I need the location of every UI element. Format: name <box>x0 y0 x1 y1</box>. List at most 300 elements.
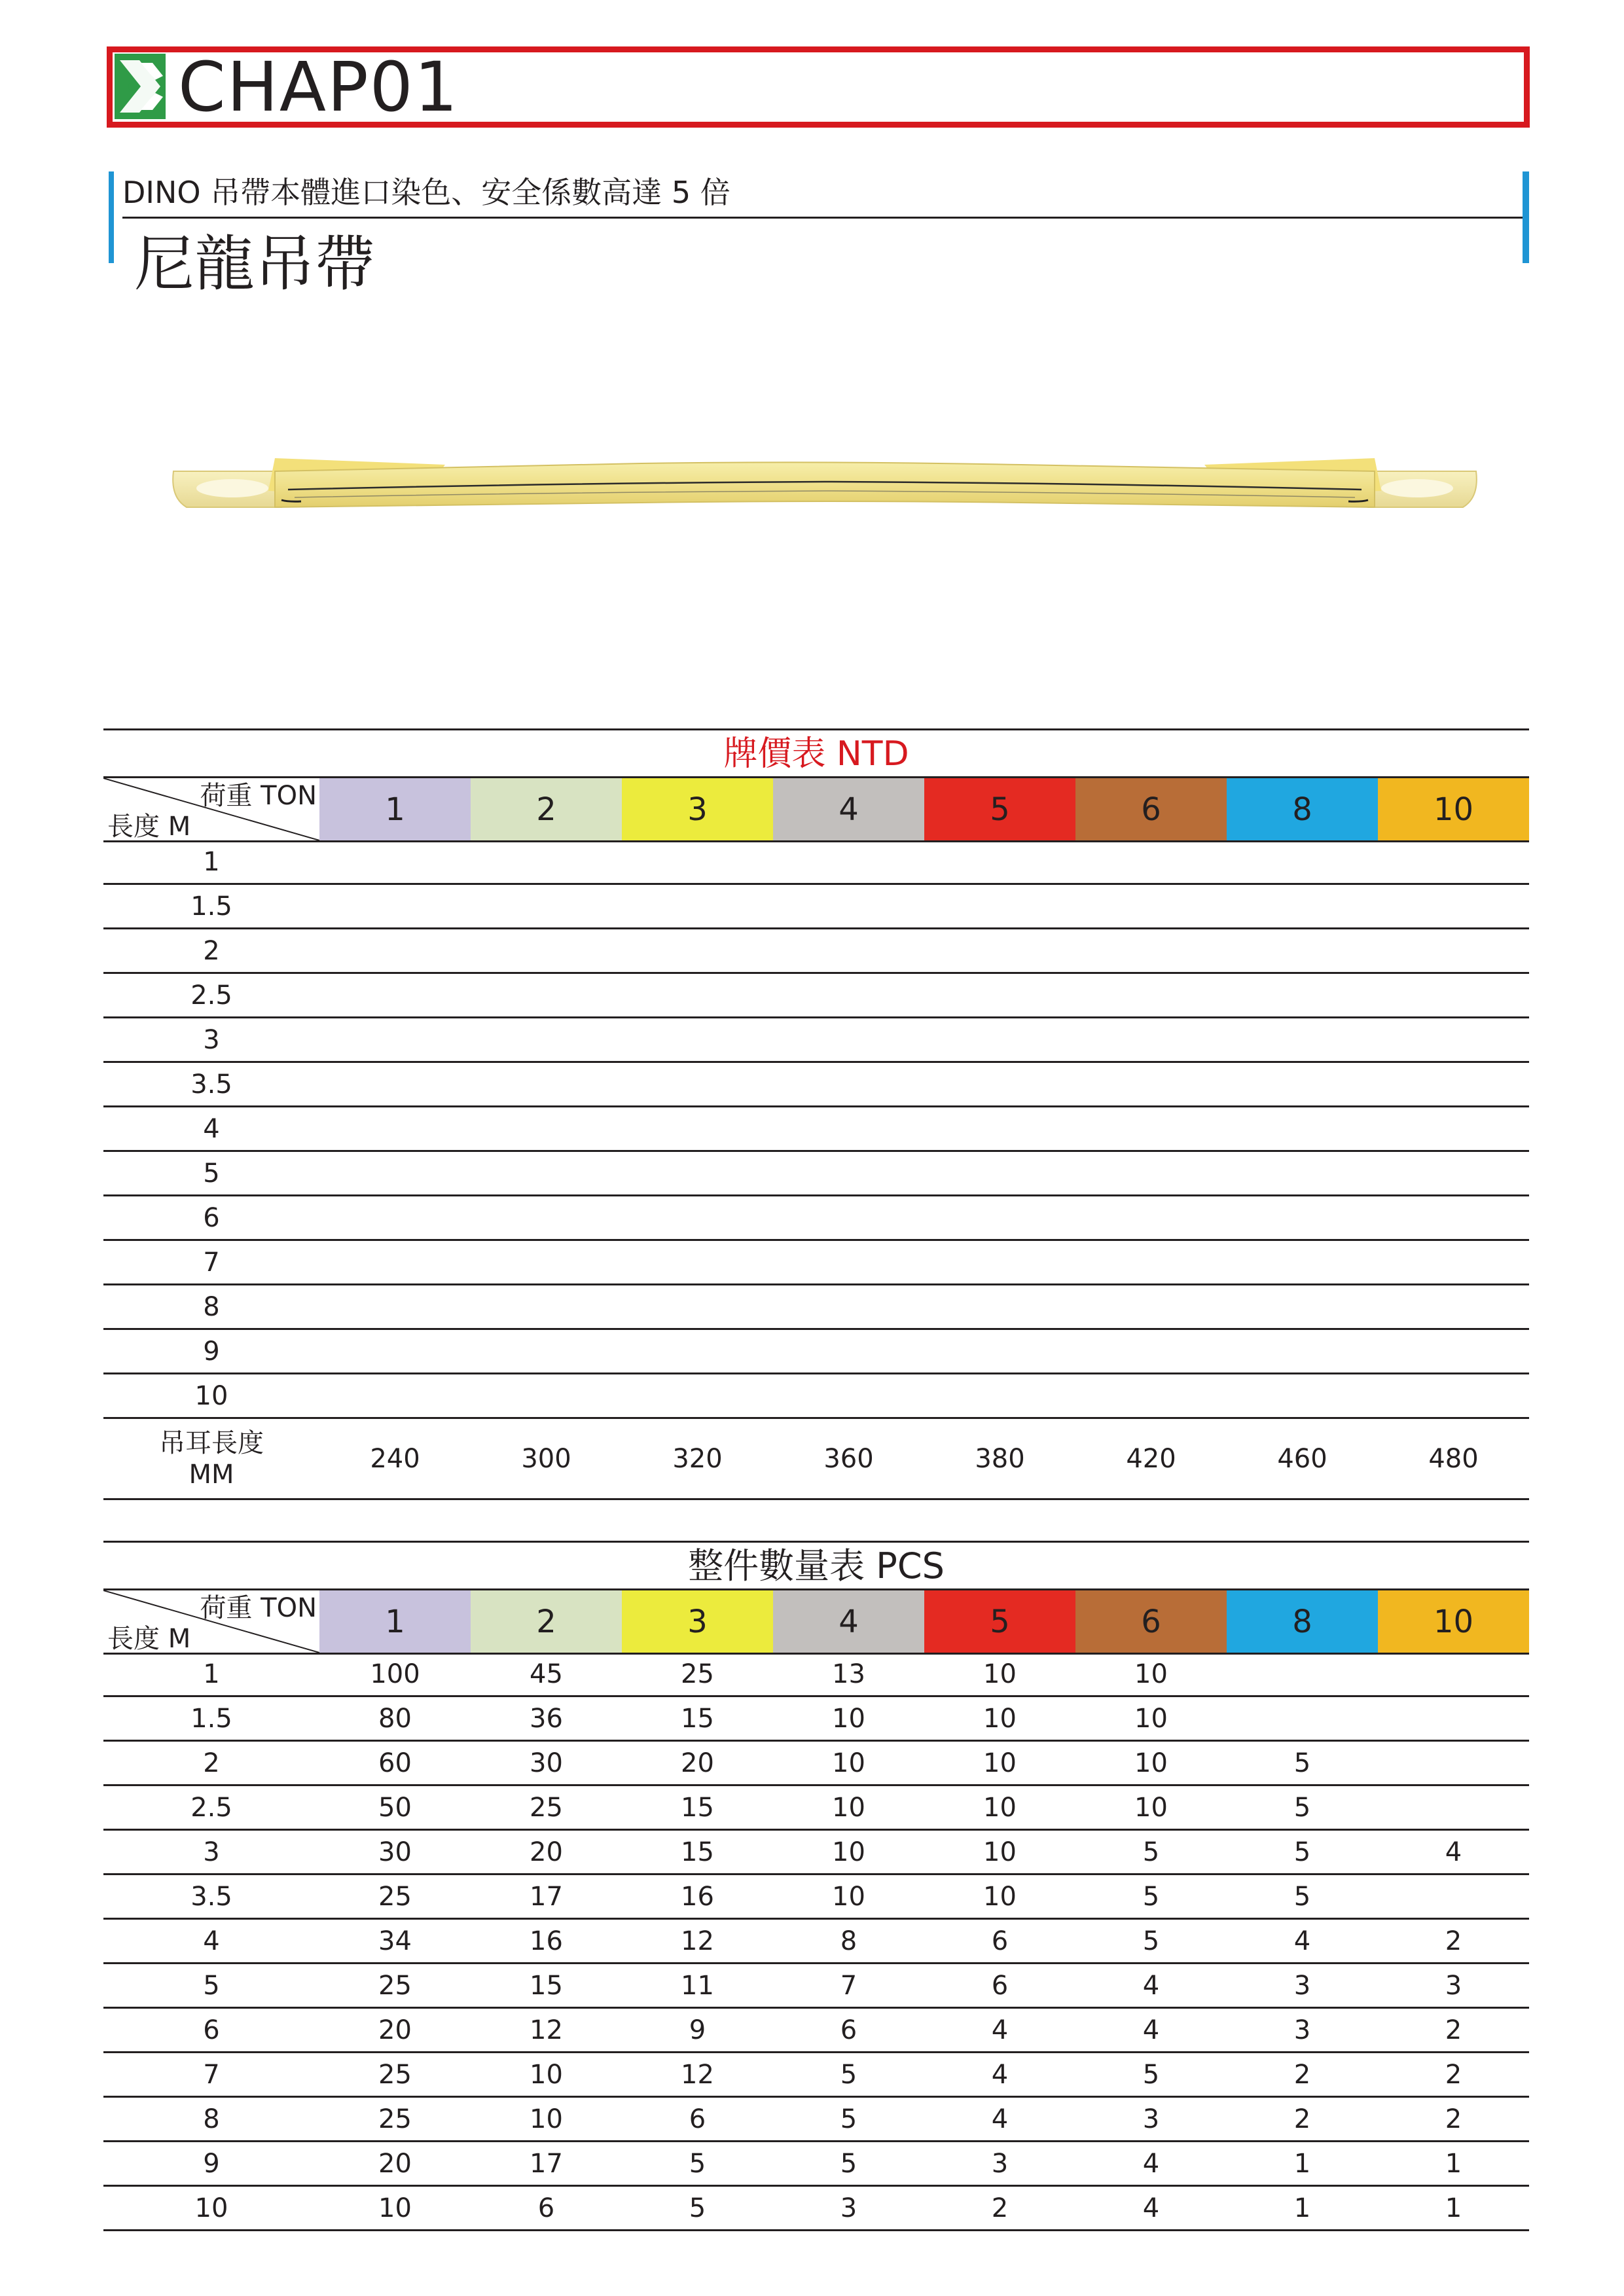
price-cell <box>471 885 622 927</box>
row-quantities <box>319 2098 1529 2140</box>
ton-header-8: 8 <box>1227 778 1378 840</box>
table-row <box>103 840 1529 885</box>
title-divider <box>122 217 1523 219</box>
price-cell <box>319 1196 471 1239</box>
price-cell <box>1227 1196 1378 1239</box>
eye-length-cell: 240 <box>370 1443 420 1474</box>
row-length: 8 <box>203 2104 220 2134</box>
price-cell <box>622 929 773 972</box>
qty-cell: 5 <box>689 2193 706 2223</box>
qty-cell: 10 <box>1134 1748 1168 1778</box>
ton-header-3: 3 <box>622 778 773 840</box>
row-length: 5 <box>203 1970 220 2001</box>
qty-cell: 25 <box>681 1659 714 1689</box>
price-cell <box>471 1330 622 1372</box>
qty-cell: 11 <box>681 1970 714 2001</box>
qty-cell: 20 <box>681 1748 714 1778</box>
qty-cell: 5 <box>1142 2059 1160 2090</box>
price-cell <box>319 1241 471 1283</box>
price-cell <box>1378 1285 1529 1328</box>
qty-cell: 25 <box>378 2059 412 2090</box>
eye-length-label <box>103 1419 319 1498</box>
row-length: 2 <box>203 935 220 966</box>
ton-header-10: 10 <box>1378 1590 1529 1653</box>
table-row <box>103 2098 1529 2142</box>
price-cell <box>773 1018 924 1061</box>
qty-cell: 5 <box>840 2059 857 2090</box>
qty-cell: 13 <box>832 1659 865 1689</box>
price-cell <box>773 1152 924 1194</box>
qty-cell: 4 <box>991 2059 1009 2090</box>
qty-cell: 17 <box>530 2148 563 2179</box>
price-cell <box>1075 1285 1227 1328</box>
price-cell <box>622 1330 773 1372</box>
price-cell <box>773 1241 924 1283</box>
price-cell <box>1227 929 1378 972</box>
price-cell <box>319 974 471 1016</box>
price-cell <box>1075 1018 1227 1061</box>
ton-header-5: 5 <box>924 778 1075 840</box>
qty-cell: 25 <box>378 2104 412 2134</box>
row-prices <box>319 1374 1529 1417</box>
qty-cell: 6 <box>537 2193 555 2223</box>
qty-cell: 10 <box>983 1881 1017 1912</box>
price-cell <box>924 840 1075 883</box>
price-cell <box>773 1196 924 1239</box>
qty-cell: 34 <box>378 1926 412 1956</box>
qty-cell: 20 <box>530 1837 563 1867</box>
qty-cell: 2 <box>1445 2104 1462 2134</box>
row-length: 7 <box>203 1247 220 1278</box>
table-row <box>103 1107 1529 1152</box>
price-cell <box>1075 1152 1227 1194</box>
qty-cell: 45 <box>530 1659 563 1689</box>
price-table-header <box>103 776 1529 842</box>
price-cell <box>1227 974 1378 1016</box>
price-cell <box>471 1285 622 1328</box>
table-row <box>103 1875 1529 1920</box>
price-table-top-rule <box>103 728 1529 730</box>
table-row <box>103 1152 1529 1196</box>
qty-cell: 5 <box>1293 1881 1311 1912</box>
price-cell <box>622 885 773 927</box>
qty-cell: 3 <box>1293 2015 1311 2045</box>
row-length: 5 <box>203 1158 220 1189</box>
qty-cell: 10 <box>1134 1703 1168 1734</box>
price-cell <box>319 1285 471 1328</box>
qty-table-title: 整件數量表 PCS <box>688 1545 945 1587</box>
qty-cell: 12 <box>681 2059 714 2090</box>
qty-cell: 1 <box>1293 2148 1311 2179</box>
qty-cell: 6 <box>991 1970 1009 2001</box>
qty-cell <box>1378 1742 1529 1784</box>
nylon-sling-image <box>170 432 1479 550</box>
qty-cell: 25 <box>378 1970 412 2001</box>
row-quantities <box>319 2009 1529 2051</box>
qty-cell: 10 <box>983 1748 1017 1778</box>
corner-load-label: 荷重 TON <box>200 1593 317 1623</box>
price-cell <box>1378 840 1529 883</box>
price-cell <box>1075 1374 1227 1417</box>
table-row <box>103 1831 1529 1875</box>
row-prices <box>319 840 1529 883</box>
qty-cell: 6 <box>991 1926 1009 1956</box>
price-cell <box>924 1241 1075 1283</box>
ton-header-1: 1 <box>319 1590 471 1653</box>
qty-cell <box>1378 1697 1529 1740</box>
price-cell <box>622 1285 773 1328</box>
price-cell <box>622 1018 773 1061</box>
ton-header-6: 6 <box>1075 778 1227 840</box>
qty-cell: 3 <box>840 2193 857 2223</box>
row-length: 2 <box>203 1748 220 1778</box>
eye-length-cell: 380 <box>975 1443 1025 1474</box>
price-cell <box>319 1374 471 1417</box>
price-cell <box>1075 885 1227 927</box>
price-cell <box>773 1374 924 1417</box>
qty-cell: 7 <box>840 1970 857 2001</box>
qty-cell: 8 <box>840 1926 857 1956</box>
price-cell <box>471 929 622 972</box>
qty-cell: 2 <box>1293 2059 1311 2090</box>
qty-cell: 36 <box>530 1703 563 1734</box>
row-length: 2.5 <box>190 980 232 1011</box>
qty-cell: 5 <box>689 2148 706 2179</box>
eye-length-cell: 300 <box>521 1443 571 1474</box>
price-cell <box>1075 929 1227 972</box>
qty-cell: 25 <box>530 1792 563 1823</box>
qty-cell: 5 <box>840 2148 857 2179</box>
price-cell <box>471 1152 622 1194</box>
price-cell <box>1075 1107 1227 1150</box>
price-cell <box>319 1018 471 1061</box>
price-cell <box>319 885 471 927</box>
price-cell <box>1227 840 1378 883</box>
qty-cell: 100 <box>370 1659 420 1689</box>
corner-length-label: 長度 M <box>107 1624 191 1654</box>
qty-cell: 80 <box>378 1703 412 1734</box>
qty-cell: 5 <box>1293 1748 1311 1778</box>
qty-cell: 25 <box>378 1881 412 1912</box>
row-prices <box>319 1241 1529 1283</box>
qty-cell: 5 <box>1142 1837 1160 1867</box>
table-row <box>103 1018 1529 1063</box>
eye-length-label-line2: MM <box>189 1459 234 1490</box>
table-row <box>103 2142 1529 2187</box>
price-cell <box>1227 1063 1378 1105</box>
price-cell <box>1075 1330 1227 1372</box>
price-cell <box>1227 1241 1378 1283</box>
price-cell <box>319 1063 471 1105</box>
price-table-corner <box>103 778 319 840</box>
qty-cell: 5 <box>1293 1792 1311 1823</box>
row-quantities <box>319 1875 1529 1918</box>
price-cell <box>319 840 471 883</box>
row-length: 2.5 <box>190 1792 232 1823</box>
row-length: 4 <box>203 1926 220 1956</box>
table-row <box>103 1964 1529 2009</box>
price-table-title: 牌價表 NTD <box>723 734 909 774</box>
price-cell <box>773 1107 924 1150</box>
ton-header-1: 1 <box>319 778 471 840</box>
qty-cell: 15 <box>530 1970 563 2001</box>
table-row <box>103 2053 1529 2098</box>
qty-cell: 12 <box>530 2015 563 2045</box>
qty-cell: 3 <box>1142 2104 1160 2134</box>
price-cell <box>773 1063 924 1105</box>
eye-length-cell: 480 <box>1428 1443 1479 1474</box>
price-cell <box>1378 974 1529 1016</box>
row-length: 10 <box>194 2193 228 2223</box>
qty-cell: 10 <box>832 1748 865 1778</box>
qty-cell: 4 <box>1142 2015 1160 2045</box>
price-cell <box>924 1196 1075 1239</box>
price-cell <box>924 974 1075 1016</box>
price-cell <box>471 1107 622 1150</box>
row-prices <box>319 1063 1529 1105</box>
qty-cell: 12 <box>681 1926 714 1956</box>
row-prices <box>319 1285 1529 1328</box>
table-row <box>103 1374 1529 1419</box>
qty-cell: 4 <box>1293 1926 1311 1956</box>
qty-cell: 10 <box>983 1837 1017 1867</box>
price-cell <box>622 1196 773 1239</box>
price-cell <box>471 840 622 883</box>
table-row <box>103 1241 1529 1285</box>
price-cell <box>924 885 1075 927</box>
ton-header-4: 4 <box>773 1590 924 1653</box>
price-cell <box>1378 1107 1529 1150</box>
price-cell <box>471 974 622 1016</box>
qty-cell: 1 <box>1445 2148 1462 2179</box>
qty-cell: 50 <box>378 1792 412 1823</box>
qty-cell: 4 <box>991 2104 1009 2134</box>
qty-cell: 9 <box>689 2015 706 2045</box>
price-cell <box>924 929 1075 972</box>
price-cell <box>471 1063 622 1105</box>
qty-cell: 20 <box>378 2148 412 2179</box>
title-accent-bar-right <box>1523 171 1529 263</box>
price-cell <box>773 1330 924 1372</box>
price-cell <box>924 1018 1075 1061</box>
row-prices <box>319 1107 1529 1150</box>
row-length: 3.5 <box>190 1881 232 1912</box>
price-cell <box>1227 1018 1378 1061</box>
price-cell <box>1075 974 1227 1016</box>
price-cell <box>924 1152 1075 1194</box>
row-prices <box>319 885 1529 927</box>
qty-cell <box>1378 1653 1529 1695</box>
row-length: 8 <box>203 1291 220 1322</box>
row-quantities <box>319 1742 1529 1784</box>
qty-cell: 1 <box>1293 2193 1311 2223</box>
table-row <box>103 2187 1529 2231</box>
qty-cell <box>1227 1697 1378 1740</box>
price-cell <box>773 974 924 1016</box>
eye-length-cell: 360 <box>823 1443 874 1474</box>
price-cell <box>1378 929 1529 972</box>
qty-cell: 10 <box>832 1792 865 1823</box>
table-row <box>103 929 1529 974</box>
qty-cell: 5 <box>1142 1926 1160 1956</box>
price-cell <box>319 1330 471 1372</box>
row-quantities <box>319 1653 1529 1695</box>
qty-cell: 2 <box>1445 2015 1462 2045</box>
price-cell <box>924 1374 1075 1417</box>
row-prices <box>319 1330 1529 1372</box>
price-cell <box>319 1107 471 1150</box>
qty-cell: 16 <box>530 1926 563 1956</box>
row-length: 7 <box>203 2059 220 2090</box>
dino-logo-icon <box>115 54 166 119</box>
price-cell <box>924 1063 1075 1105</box>
qty-cell <box>1227 1653 1378 1695</box>
price-cell <box>1075 840 1227 883</box>
ton-header-3: 3 <box>622 1590 773 1653</box>
qty-cell: 3 <box>991 2148 1009 2179</box>
row-prices <box>319 929 1529 972</box>
corner-load-label: 荷重 TON <box>200 781 317 811</box>
row-quantities <box>319 1920 1529 1962</box>
price-cell <box>471 1018 622 1061</box>
qty-cell: 30 <box>378 1837 412 1867</box>
qty-cell: 2 <box>1293 2104 1311 2134</box>
eye-length-cell: 320 <box>672 1443 723 1474</box>
price-cell <box>924 1107 1075 1150</box>
qty-cell: 15 <box>681 1792 714 1823</box>
qty-cell: 2 <box>1445 1926 1462 1956</box>
qty-cell: 10 <box>983 1792 1017 1823</box>
qty-cell: 5 <box>1142 1881 1160 1912</box>
row-length: 1 <box>203 1659 220 1689</box>
row-quantities <box>319 1786 1529 1829</box>
table-row <box>103 974 1529 1018</box>
qty-cell: 6 <box>689 2104 706 2134</box>
row-length: 1.5 <box>190 891 232 922</box>
ton-header-4: 4 <box>773 778 924 840</box>
table-row <box>103 1285 1529 1330</box>
qty-cell: 60 <box>378 1748 412 1778</box>
price-cell <box>1227 1285 1378 1328</box>
qty-table-corner <box>103 1590 319 1653</box>
price-cell <box>622 1152 773 1194</box>
table-row <box>103 1330 1529 1374</box>
price-cell <box>1227 885 1378 927</box>
qty-cell: 30 <box>530 1748 563 1778</box>
price-cell <box>773 840 924 883</box>
qty-cell: 10 <box>983 1703 1017 1734</box>
price-cell <box>1378 1330 1529 1372</box>
price-cell <box>1227 1330 1378 1372</box>
qty-cell <box>1378 1786 1529 1829</box>
table-row <box>103 885 1529 929</box>
qty-cell: 10 <box>1134 1659 1168 1689</box>
price-cell <box>622 1063 773 1105</box>
eye-length-row <box>103 1419 1529 1500</box>
price-cell <box>1378 885 1529 927</box>
qty-cell: 2 <box>991 2193 1009 2223</box>
qty-cell: 10 <box>1134 1792 1168 1823</box>
qty-cell: 4 <box>1445 1837 1462 1867</box>
qty-cell: 3 <box>1293 1970 1311 2001</box>
qty-table-top-rule <box>103 1541 1529 1543</box>
price-cell <box>773 1285 924 1328</box>
price-cell <box>1378 1374 1529 1417</box>
price-cell <box>319 929 471 972</box>
qty-cell <box>1378 1875 1529 1918</box>
row-prices <box>319 1152 1529 1194</box>
price-cell <box>1227 1107 1378 1150</box>
qty-cell: 5 <box>1293 1837 1311 1867</box>
table-row <box>103 1196 1529 1241</box>
price-cell <box>471 1196 622 1239</box>
price-cell <box>319 1152 471 1194</box>
price-cell <box>622 974 773 1016</box>
eye-length-cell: 420 <box>1126 1443 1176 1474</box>
price-cell <box>1378 1018 1529 1061</box>
qty-cell: 10 <box>832 1881 865 1912</box>
price-cell <box>924 1330 1075 1372</box>
price-cell <box>773 929 924 972</box>
price-cell <box>471 1374 622 1417</box>
qty-cell: 15 <box>681 1703 714 1734</box>
qty-cell: 17 <box>530 1881 563 1912</box>
row-length: 9 <box>203 1336 220 1367</box>
qty-table-ton-headers <box>319 1590 1529 1653</box>
price-cell <box>1378 1152 1529 1194</box>
row-length: 10 <box>194 1380 228 1411</box>
qty-cell: 1 <box>1445 2193 1462 2223</box>
price-cell <box>1075 1196 1227 1239</box>
price-cell <box>1227 1374 1378 1417</box>
row-quantities <box>319 2142 1529 2185</box>
qty-cell: 16 <box>681 1881 714 1912</box>
price-cell <box>471 1241 622 1283</box>
qty-cell: 20 <box>378 2015 412 2045</box>
table-row <box>103 1653 1529 1697</box>
product-subtitle: DINO 吊帶本體進口染色、安全係數高達 5 倍 <box>122 175 731 210</box>
corner-length-label: 長度 M <box>107 812 191 842</box>
qty-cell: 4 <box>1142 1970 1160 2001</box>
qty-cell: 10 <box>378 2193 412 2223</box>
table-row <box>103 1742 1529 1786</box>
row-prices <box>319 974 1529 1016</box>
price-cell <box>622 1241 773 1283</box>
row-quantities <box>319 1964 1529 2007</box>
row-prices <box>319 1018 1529 1061</box>
row-length: 9 <box>203 2148 220 2179</box>
eye-length-cell: 460 <box>1277 1443 1327 1474</box>
table-row <box>103 1063 1529 1107</box>
qty-cell: 10 <box>530 2104 563 2134</box>
ton-header-10: 10 <box>1378 778 1529 840</box>
price-cell <box>924 1285 1075 1328</box>
qty-cell: 3 <box>1445 1970 1462 2001</box>
price-table-ton-headers <box>319 778 1529 840</box>
price-cell <box>1378 1063 1529 1105</box>
qty-cell: 15 <box>681 1837 714 1867</box>
qty-cell: 10 <box>832 1837 865 1867</box>
table-row <box>103 1786 1529 1831</box>
row-length: 3 <box>203 1837 220 1867</box>
qty-cell: 10 <box>832 1703 865 1734</box>
chapter-title: CHAP01 <box>178 47 460 127</box>
row-length: 6 <box>203 2015 220 2045</box>
qty-cell: 4 <box>991 2015 1009 2045</box>
qty-cell: 4 <box>1142 2193 1160 2223</box>
row-length: 6 <box>203 1202 220 1233</box>
price-cell <box>1075 1063 1227 1105</box>
